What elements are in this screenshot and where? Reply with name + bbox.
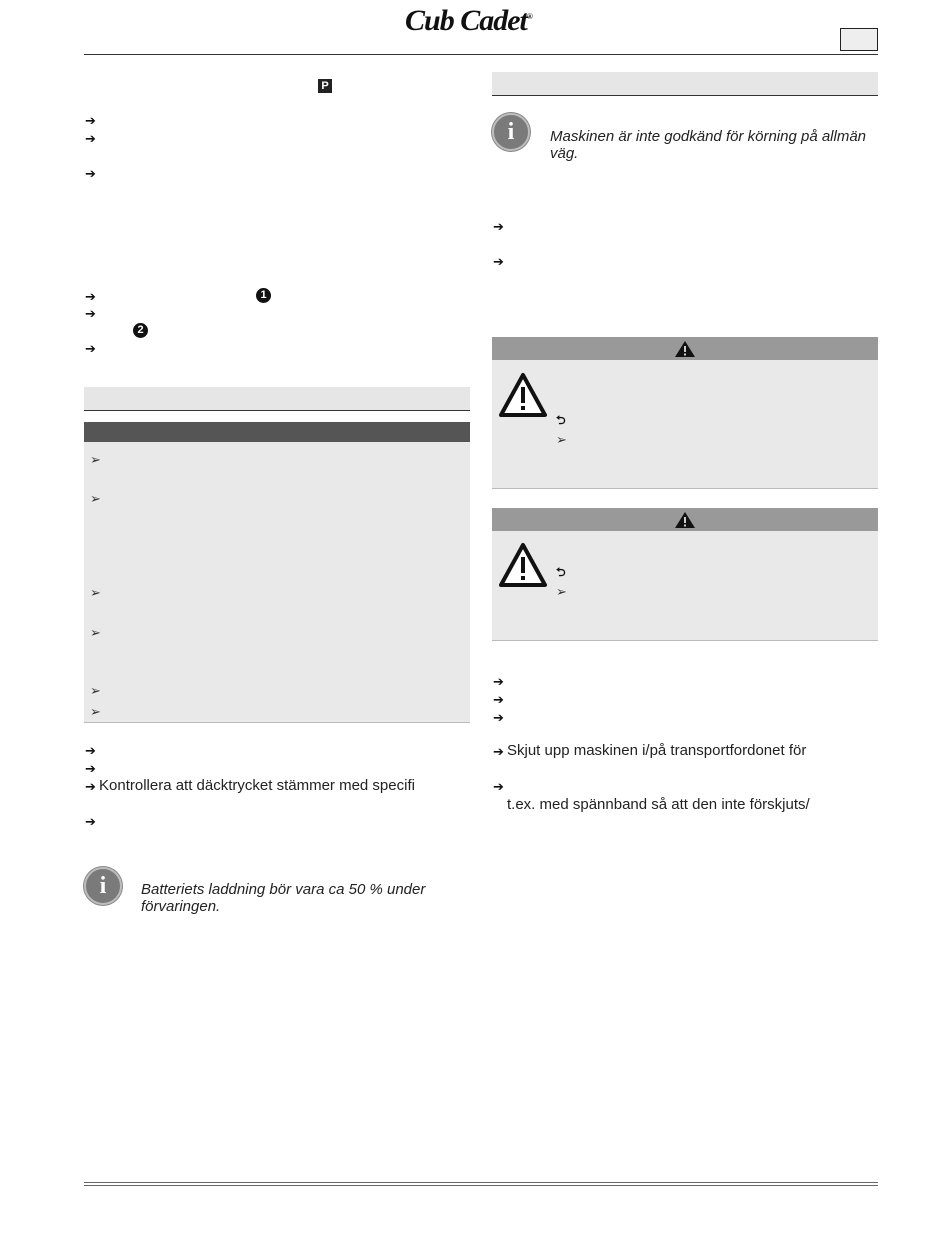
logo-registered-mark: ®	[526, 12, 532, 21]
arrow-icon: ➔	[493, 744, 504, 759]
right-section-heading-band	[492, 72, 878, 95]
tire-pressure-text: Kontrollera att däcktrycket stämmer med specifi	[99, 777, 415, 794]
info-icon: i	[492, 113, 530, 151]
chevron-icon: ➢	[90, 491, 101, 506]
arrow-icon: ➔	[493, 710, 504, 725]
arrow-icon: ➔	[85, 814, 96, 829]
callout-2-badge: 2	[133, 323, 148, 338]
arrow-icon: ➔	[493, 779, 504, 794]
warning-panel	[492, 360, 878, 489]
arrow-icon: ➔	[493, 219, 504, 234]
hook-arrow-icon: ⮌	[556, 413, 566, 427]
warning-icon	[498, 372, 548, 418]
chevron-icon: ➢	[90, 452, 101, 467]
arrow-icon: ➔	[493, 692, 504, 707]
callout-1-badge: 1	[256, 288, 271, 303]
transport-text-line-1: Skjut upp maskinen i/på transportfordonet för	[507, 742, 807, 759]
arrow-icon: ➔	[85, 306, 96, 321]
chevron-icon: ➢	[90, 585, 101, 600]
language-box	[840, 28, 878, 51]
arrow-icon: ➔	[85, 131, 96, 146]
transport-text-line-2: t.ex. med spännband så att den inte förskjuts/	[507, 796, 810, 813]
arrow-icon: ➔	[85, 289, 96, 304]
chevron-icon: ➢	[90, 625, 101, 640]
road-note: Maskinen är inte godkänd för körning på allmän väg.	[550, 128, 867, 162]
battery-note: Batteriets laddning bör vara ca 50 % under förvaringen.	[141, 881, 426, 915]
warning-header-band	[492, 337, 878, 360]
arrow-icon: ➔	[493, 674, 504, 689]
arrow-icon: ➔	[85, 761, 96, 776]
warning-icon	[674, 340, 696, 358]
chevron-icon: ➢	[556, 584, 567, 599]
section-heading-rule	[84, 410, 470, 411]
right-section-heading-rule	[492, 95, 878, 96]
info-icon: i	[84, 867, 122, 905]
warning-header-band-2	[492, 508, 878, 531]
arrow-icon: ➔	[85, 743, 96, 758]
header-rule	[84, 54, 878, 55]
chevron-icon: ➢	[90, 704, 101, 719]
chevron-icon: ➢	[556, 432, 567, 447]
parking-symbol: P	[318, 79, 332, 93]
warning-panel-2	[492, 531, 878, 641]
chevron-icon: ➢	[90, 683, 101, 698]
footer-rule	[84, 1182, 878, 1186]
arrow-icon: ➔	[85, 166, 96, 181]
brand-logo	[405, 4, 532, 38]
arrow-icon: ➔	[85, 779, 96, 794]
section-heading-band	[84, 387, 470, 410]
checklist-panel	[84, 442, 470, 723]
warning-icon	[674, 511, 696, 529]
warning-icon	[498, 542, 548, 588]
arrow-icon: ➔	[85, 341, 96, 356]
hook-arrow-icon: ⮌	[556, 565, 566, 579]
panel-header-band	[84, 422, 470, 442]
logo-text: Cub Cadet	[405, 4, 527, 37]
arrow-icon: ➔	[85, 113, 96, 128]
arrow-icon: ➔	[493, 254, 504, 269]
